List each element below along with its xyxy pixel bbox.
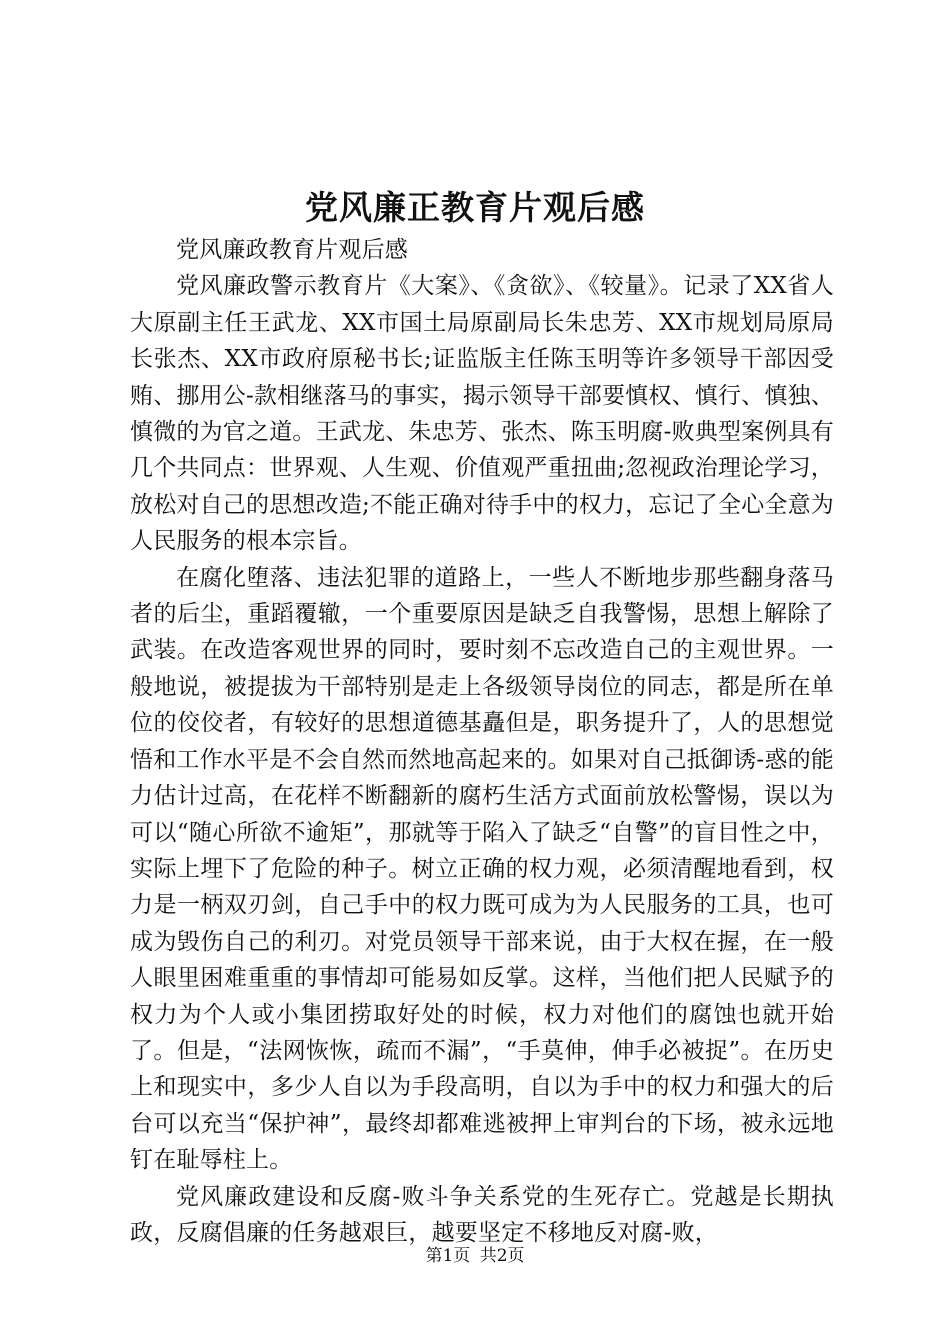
paragraph-1: 党风廉政警示教育片《大案》、《贪欲》、《较量》。记录了XX省人大原副主任王武龙、XX市国土局原副局长朱忠芳、XX市规划局原局长张杰、XX市政府原秘书长;证监版主任陈玉明等许多领导干部因受贿、挪用公-款相继落马的事实，揭示领导干部要慎权、慎行、慎独、慎微的为官之道。王武龙、朱忠芳、张杰、陈玉明腐-败典型案例具有几个共同点：世界观、人生观、价值观严重扭曲;忽视政治理论学习，放松对自己的思想改造;不能正确对待手中的权力，忘记了全心全意为人民服务的根本宗旨。 xyxy=(130,273,834,555)
paragraph-3: 党风廉政建设和反腐-败斗争关系党的生死存亡。党越是长期执政，反腐倡廉的任务越艰巨，越要坚定不移地反对腐-败， xyxy=(130,1183,834,1246)
document-title: 党风廉正教育片观后感 xyxy=(305,188,645,227)
document-body xyxy=(130,232,834,1251)
paragraph-2: 在腐化堕落、违法犯罪的道路上，一些人不断地步那些翻身落马者的后尘，重蹈覆辙，一个重要原因是缺乏自我警惕，思想上解除了武装。在改造客观世界的同时，要时刻不忘改造自己的主观世界。一般地说，被提拔为干部特别是走上各级领导岗位的同志，都是所在单位的佼佼者，有较好的思想道德基矗但是，职务提升了，人的思想觉悟和工作水平是不会自然而然地高起来的。如果对自己抵御诱-惑的能力估计过高，在花样不断翻新的腐朽生活方式面前放松警惕，误以为可以“随心所欲不逾矩”，那就等于陷入了缺乏“自警”的盲目性之中，实际上埋下了危险的种子。树立正确的权力观，必须清醒地看到，权力是一柄双刃剑，自己手中的权力既可成为为人民服务的工具，也可成为毁伤自己的利刃。对党员领导干部来说，由于大权在握，在一般人眼里困难重重的事情却可能易如反掌。这样，当他们把人民赋予的权力为个人或小集团捞取好处的时候，权力对他们的腐蚀也就开始了。但是，“法网恢恢，疏而不漏”，“手莫伸，伸手必被捉”。在历史上和现实中，多少人自以为手段高明，自以为手中的权力和强大的后台可以充当“保护神”，最终却都难逃被押上审判台的下场，被永远地钉在耻辱柱上。 xyxy=(130,564,834,1174)
page-footer xyxy=(0,1244,950,1268)
page-total: 共2页 xyxy=(479,1246,525,1266)
paragraph-subtitle: 党风廉政教育片观后感 xyxy=(176,237,408,263)
page-number: 第1页 xyxy=(425,1246,471,1266)
